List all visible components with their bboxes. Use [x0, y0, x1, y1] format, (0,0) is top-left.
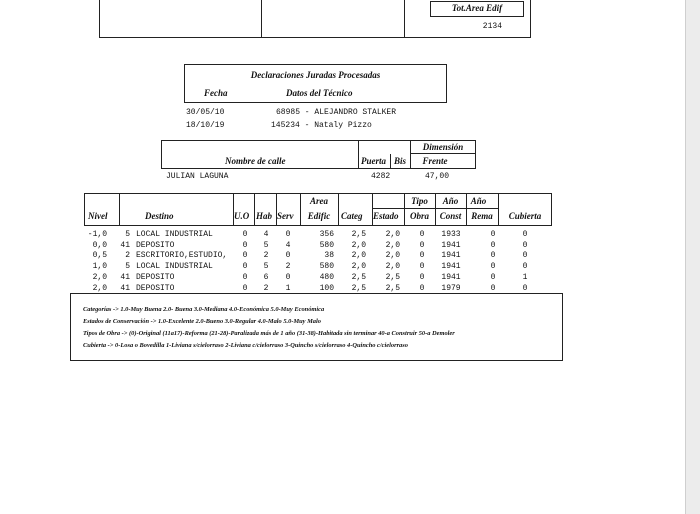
ano-const-header-bottom: Const — [439, 211, 462, 221]
unit-row-3-uo: 0 — [242, 251, 248, 261]
unit-row-6-estado: 2,5 — [385, 283, 400, 293]
unit-row-6-cubierta: 0 — [522, 283, 528, 293]
unit-row-3-rema: 0 — [490, 251, 496, 261]
ano-const-header-top: Año — [442, 196, 459, 206]
unit-row-6-hab: 2 — [263, 283, 269, 293]
unit-row-4-cod: 5 — [125, 262, 130, 272]
legend-estados: Estados de Conservación -> 1.0-Excelente 2.0-Bueno 3.0-Regular 4.0-Malo 5.0-Muy Malo — [83, 318, 321, 325]
unit-row-5-cod: 41 — [120, 272, 130, 282]
unit-row-1-cubierta: 0 — [522, 230, 528, 239]
unit-row-5-serv: 0 — [285, 272, 291, 282]
declaracion-row-2-datos: 145234 - Nataly Pizzo — [271, 121, 372, 130]
calle-puerta: 4282 — [371, 172, 391, 181]
unit-row-5-hab: 6 — [263, 272, 269, 282]
unit-row-3-const: 1941 — [441, 251, 461, 261]
unit-row-2-uo: 0 — [242, 240, 248, 250]
unit-row-2-hab: 5 — [263, 240, 269, 250]
unit-row-2-destino: DEPOSITO — [136, 240, 175, 250]
legend-cubierta: Cubierta -> 0-Losa o Bovedilla 1-Liviana s/cielorraso 2-Liviana c/cielorraso 3-Quincho s/cielorraso 4-Quincho c/cielorraso — [83, 342, 408, 349]
area-header-top: Area — [310, 196, 328, 206]
unit-row-3-destino: ESCRITORIO,ESTUDIO, — [136, 251, 228, 261]
unit-row-3-cod: 2 — [125, 251, 130, 261]
window-frame-edge — [685, 0, 700, 514]
unit-row-6-serv: 1 — [285, 283, 291, 293]
destino-header: Destino — [145, 211, 174, 221]
unit-row-5-uo: 0 — [242, 272, 248, 282]
unit-row-5-nivel: 2,0 — [92, 272, 107, 282]
unit-row-1-estado: 2,0 — [385, 230, 400, 239]
unit-row-4-tipo: 0 — [419, 262, 425, 272]
unit-row-4-estado: 2,0 — [385, 262, 400, 272]
unit-row-5-tipo: 0 — [419, 272, 425, 282]
unit-row-1-categ: 2,5 — [351, 230, 366, 239]
unit-row-4-cubierta: 0 — [522, 262, 528, 272]
ano-rema-header-bottom: Rema — [471, 211, 493, 221]
unit-row-6-cod: 41 — [120, 283, 130, 293]
legend-tipos-obra: Tipos de Obra -> (0)-Original (11a17)-Reforma (21-28)-Paralizada más de 1 año (31-38)-Habitada sin terminar 40-a Construir 50-a Demoler — [83, 330, 455, 337]
unit-row-5-estado: 2,5 — [385, 272, 400, 282]
unit-row-4-rema: 0 — [490, 262, 496, 272]
unit-row-4-area: 580 — [319, 262, 334, 272]
unit-row-5-categ: 2,5 — [351, 272, 366, 282]
unit-row-5-destino: DEPOSITO — [136, 272, 175, 282]
unit-row-2-area: 580 — [319, 240, 334, 250]
tipo-header-bottom: Obra — [409, 211, 429, 221]
unit-row-6-nivel: 2,0 — [92, 283, 107, 293]
unit-row-4-hab: 5 — [263, 262, 269, 272]
unit-row-6-area: 100 — [319, 283, 334, 293]
unit-row-4-nivel: 1,0 — [92, 262, 107, 272]
serv-header: Serv — [277, 211, 294, 221]
unit-row-2-categ: 2,0 — [351, 240, 366, 250]
unit-row-2-tipo: 0 — [419, 240, 425, 250]
unit-row-3-categ: 2,0 — [351, 251, 366, 261]
unit-row-2-rema: 0 — [490, 240, 496, 250]
unit-row-4-categ: 2,0 — [351, 262, 366, 272]
unit-row-6-tipo: 0 — [419, 283, 425, 293]
declaracion-row-2-fecha: 18/10/19 — [186, 121, 225, 130]
declaraciones-title: Declaraciones Juradas Procesadas — [250, 70, 381, 80]
unit-row-6-categ: 2,5 — [351, 283, 366, 293]
unit-row-4-destino: LOCAL INDUSTRIAL — [136, 262, 213, 272]
puerta-header: Puerta — [361, 156, 387, 166]
unit-row-5-const: 1941 — [441, 272, 461, 282]
unit-row-4-const: 1941 — [441, 262, 461, 272]
legend-box — [70, 293, 563, 361]
calle-nombre: JULIAN LAGUNA — [166, 172, 229, 181]
ano-rema-header-top: Año — [470, 196, 487, 206]
unit-row-5-rema: 0 — [490, 272, 496, 282]
unit-row-2-nivel: 0,0 — [92, 240, 107, 250]
unit-row-1-const: 1933 — [441, 230, 461, 239]
nivel-header: Nivel — [88, 211, 108, 221]
col-datos-header: Datos del Técnico — [286, 88, 353, 98]
unit-row-2-estado: 2,0 — [385, 240, 400, 250]
uo-header: U.O — [234, 211, 250, 221]
top-left-box — [99, 0, 262, 38]
unit-row-1-tipo: 0 — [419, 230, 425, 239]
area-header-bottom: Edific — [307, 211, 331, 221]
unit-row-3-area: 38 — [324, 251, 334, 261]
unit-row-2-cod: 41 — [120, 240, 130, 250]
unit-row-3-tipo: 0 — [419, 251, 425, 261]
unit-row-5-cubierta: 1 — [522, 272, 528, 282]
unit-row-1-nivel: -1,0 — [87, 230, 107, 239]
declaracion-row-1-fecha: 30/05/10 — [186, 108, 225, 117]
unit-row-2-serv: 4 — [285, 240, 291, 250]
nombre-calle-header: Nombre de calle — [225, 156, 286, 166]
unit-row-2-cubierta: 0 — [522, 240, 528, 250]
unit-row-4-uo: 0 — [242, 262, 248, 272]
top-middle-box — [261, 0, 405, 38]
unit-row-6-rema: 0 — [490, 283, 496, 293]
categ-header: Categ — [341, 211, 363, 221]
unit-row-1-cod: 5 — [125, 230, 130, 239]
unit-row-1-area: 356 — [319, 230, 334, 239]
tipo-header-top: Tipo — [411, 196, 428, 206]
col-fecha-header: Fecha — [204, 88, 228, 98]
unit-row-3-hab: 2 — [263, 251, 269, 261]
unit-row-3-nivel: 0,5 — [92, 251, 107, 261]
unit-row-4-serv: 2 — [285, 262, 291, 272]
cubierta-header: Cubierta — [508, 211, 542, 221]
unit-row-1-hab: 4 — [263, 230, 269, 239]
unit-row-2-const: 1941 — [441, 240, 461, 250]
hab-header: Hab — [256, 211, 273, 221]
tot-area-label: Tot.Area Edif — [451, 3, 503, 13]
dimension-header: Dimensión — [422, 142, 464, 152]
legend-categorias: Categorías -> 1.0-Muy Buena 2.0- Buena 3.0-Mediana 4.0-Económica 5.0-Muy Económica — [83, 306, 325, 313]
tot-area-value: 2134 — [482, 22, 502, 31]
unit-row-1-rema: 0 — [490, 230, 496, 239]
unit-row-6-destino: DEPOSITO — [136, 283, 175, 293]
unit-row-6-const: 1979 — [441, 283, 461, 293]
unit-row-5-area: 480 — [319, 272, 334, 282]
unit-row-1-serv: 0 — [285, 230, 291, 239]
unit-row-3-serv: 0 — [285, 251, 291, 261]
unit-row-3-estado: 2,0 — [385, 251, 400, 261]
unit-row-3-cubierta: 0 — [522, 251, 528, 261]
calle-frente: 47,00 — [425, 172, 450, 181]
bis-header: Bis — [394, 156, 407, 166]
unit-row-6-uo: 0 — [242, 283, 248, 293]
unit-row-1-destino: LOCAL INDUSTRIAL — [136, 230, 213, 239]
estado-header: Estado — [373, 211, 399, 221]
frente-header: Frente — [422, 156, 448, 166]
unit-row-1-uo: 0 — [242, 230, 248, 239]
declaracion-row-1-datos: 68985 - ALEJANDRO STALKER — [276, 108, 397, 117]
